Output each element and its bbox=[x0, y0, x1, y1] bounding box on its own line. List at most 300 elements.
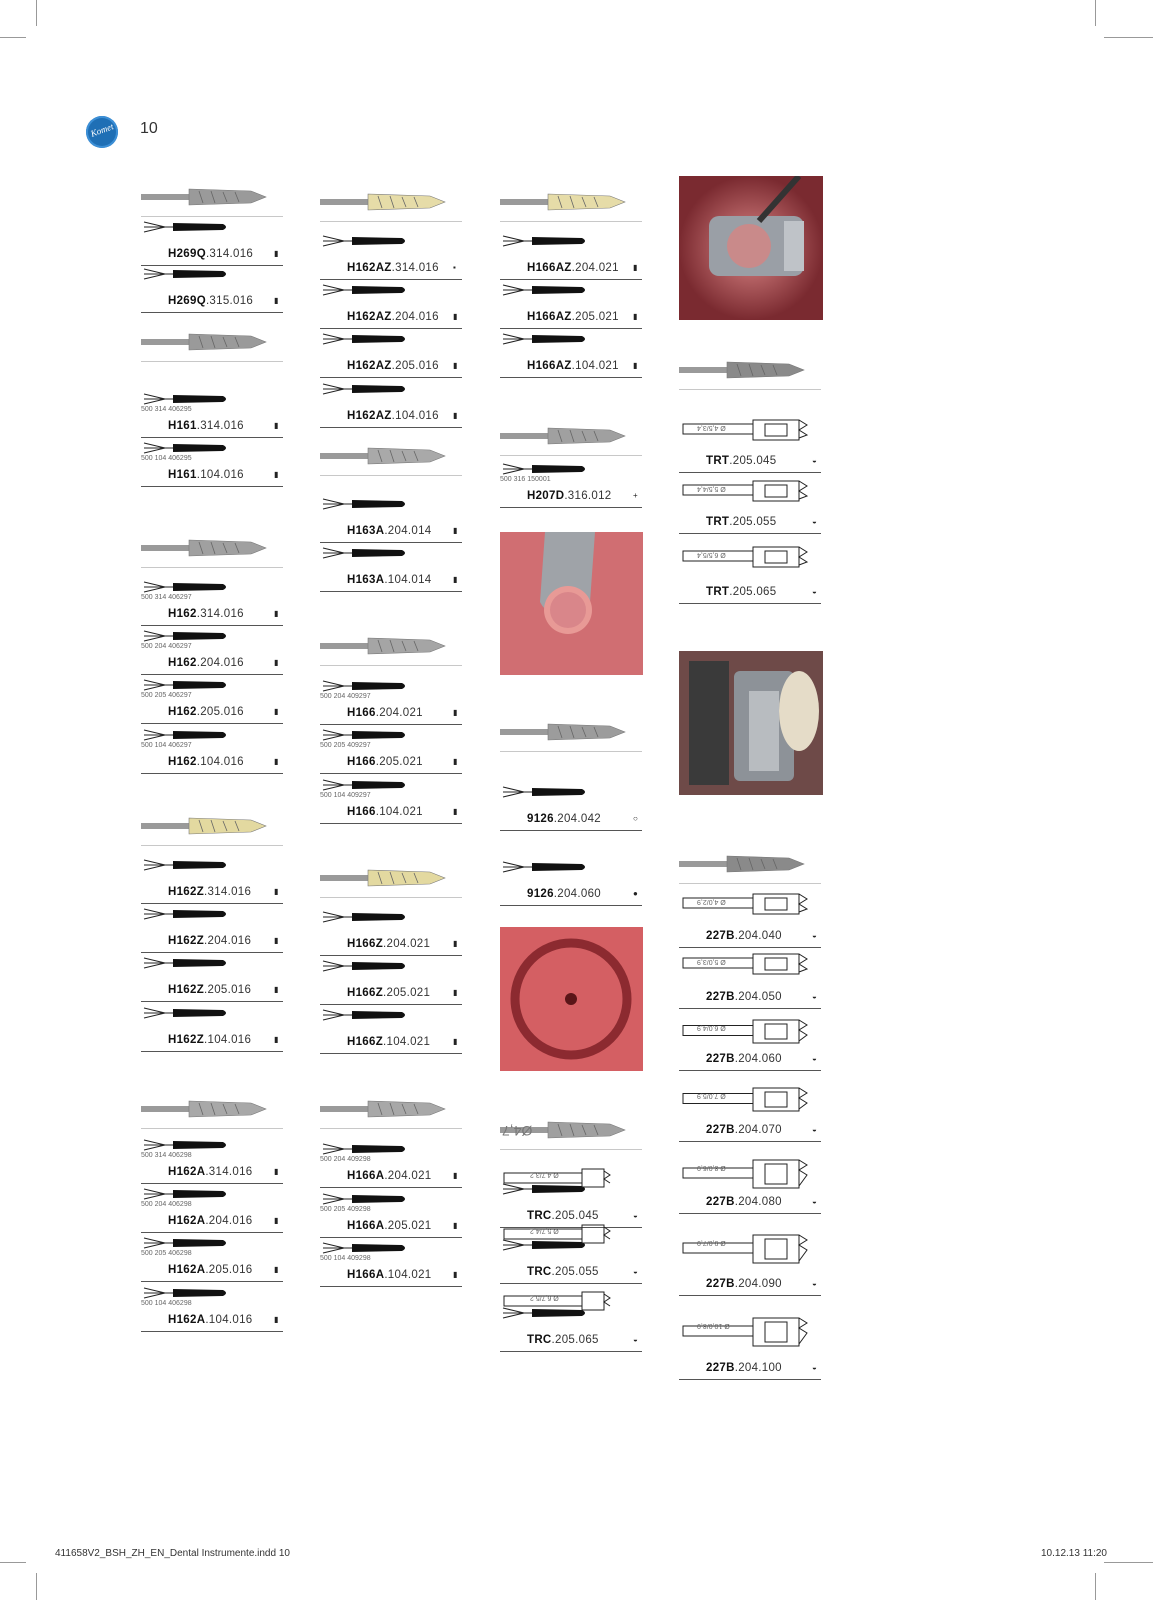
product-size: .205.016 bbox=[204, 984, 252, 996]
product-size: .104.016 bbox=[196, 756, 244, 768]
crop-mark bbox=[0, 37, 26, 38]
entry-underline bbox=[320, 955, 462, 956]
size-symbol-icon: ▮ bbox=[633, 263, 638, 272]
product-size: .204.016 bbox=[196, 657, 244, 669]
product-size: .205.016 bbox=[391, 360, 439, 372]
size-symbol-icon: ▮ bbox=[274, 1035, 279, 1044]
crop-mark bbox=[1095, 0, 1096, 26]
size-symbol-icon: ◒ bbox=[812, 1363, 817, 1372]
size-symbol-icon: + bbox=[633, 491, 638, 500]
instrument-profile-icon bbox=[502, 283, 612, 302]
entry-underline bbox=[679, 1213, 821, 1214]
instrument-profile-icon bbox=[322, 546, 432, 565]
product-size: .204.060 bbox=[553, 888, 601, 900]
product-code bbox=[168, 1034, 251, 1046]
product-size: .104.021 bbox=[571, 360, 619, 372]
instrument-illustration bbox=[141, 536, 283, 556]
instrument-illustration bbox=[500, 720, 642, 740]
diameter-label: Ø 5,7/4,2 bbox=[530, 1227, 559, 1234]
product-code-bold: H166A bbox=[347, 1220, 385, 1232]
product-code bbox=[527, 360, 619, 372]
product-code bbox=[168, 295, 253, 307]
entry-underline bbox=[320, 377, 462, 378]
product-code-bold: H162Z bbox=[168, 935, 205, 947]
product-code-bold: 9126 bbox=[527, 888, 554, 900]
product-code-bold: H161 bbox=[168, 469, 197, 481]
product-size: .104.021 bbox=[375, 806, 423, 818]
product-code-bold: H162Z bbox=[168, 886, 205, 898]
diameter-label: Ø 6,7/5,2 bbox=[530, 1294, 559, 1301]
size-symbol-icon: ▮ bbox=[274, 658, 279, 667]
size-symbol-icon: ▮ bbox=[274, 609, 279, 618]
separator-line bbox=[141, 216, 283, 217]
instrument-illustration bbox=[320, 634, 462, 654]
size-symbol-icon: ▮ bbox=[453, 575, 458, 584]
product-size: .104.021 bbox=[383, 1036, 431, 1048]
product-size: .204.021 bbox=[383, 938, 431, 950]
instrument-profile-icon bbox=[322, 1008, 432, 1027]
instrument-illustration bbox=[320, 1097, 462, 1117]
product-code bbox=[527, 490, 611, 502]
product-code bbox=[168, 420, 244, 432]
entry-underline bbox=[500, 830, 642, 831]
product-size: .314.016 bbox=[196, 420, 244, 432]
instrument-illustration bbox=[141, 185, 283, 205]
entry-underline bbox=[500, 328, 642, 329]
size-symbol-icon: ▮ bbox=[633, 312, 638, 321]
entry-underline bbox=[679, 1070, 821, 1071]
crop-mark bbox=[1104, 37, 1153, 38]
size-symbol-icon: ▮ bbox=[453, 411, 458, 420]
separator-line bbox=[141, 1128, 283, 1129]
instrument-illustration bbox=[500, 424, 642, 444]
product-size: .205.021 bbox=[383, 987, 431, 999]
product-code-bold: 227B bbox=[706, 1196, 735, 1208]
product-code bbox=[347, 574, 431, 586]
product-size: .204.080 bbox=[734, 1196, 782, 1208]
product-code-bold: TRC bbox=[527, 1334, 552, 1346]
product-size: .204.021 bbox=[571, 262, 619, 274]
product-code-bold: H162 bbox=[168, 657, 197, 669]
entry-underline bbox=[141, 723, 283, 724]
product-size: .314.016 bbox=[205, 1166, 253, 1178]
instrument-illustration bbox=[679, 852, 821, 872]
instrument-profile-icon bbox=[322, 959, 432, 978]
size-symbol-icon: ▮ bbox=[274, 296, 279, 305]
entry-underline bbox=[141, 773, 283, 774]
product-code bbox=[706, 516, 776, 528]
entry-underline bbox=[679, 1295, 821, 1296]
order-number: 500 205 406298 bbox=[141, 1250, 192, 1257]
separator-line bbox=[320, 221, 462, 222]
entry-underline bbox=[500, 905, 642, 906]
size-symbol-icon: ▮ bbox=[453, 807, 458, 816]
crop-mark bbox=[36, 0, 37, 26]
diameter-label: Ø 6,5/5,4 bbox=[697, 551, 726, 558]
product-code bbox=[168, 1264, 252, 1276]
shaft-marking: Ø4,7 bbox=[502, 1123, 533, 1139]
product-code bbox=[168, 469, 244, 481]
instrument-profile-icon bbox=[322, 283, 432, 302]
product-code-bold: H162AZ bbox=[347, 410, 392, 422]
instrument-illustration bbox=[679, 358, 821, 378]
size-symbol-icon: ◒ bbox=[633, 1267, 638, 1276]
product-size: .204.040 bbox=[734, 930, 782, 942]
instrument-profile-icon bbox=[322, 382, 432, 401]
product-code bbox=[706, 586, 776, 598]
size-symbol-icon: ▮ bbox=[274, 249, 279, 258]
product-code bbox=[168, 756, 244, 768]
size-symbol-icon: ◒ bbox=[812, 1054, 817, 1063]
size-symbol-icon: ▮ bbox=[453, 708, 458, 717]
entry-underline bbox=[320, 1004, 462, 1005]
entry-underline bbox=[320, 328, 462, 329]
entry-underline bbox=[320, 823, 462, 824]
diameter-label: Ø 4,7/3,2 bbox=[530, 1171, 559, 1178]
size-symbol-icon: ▮ bbox=[453, 1037, 458, 1046]
product-code bbox=[706, 930, 782, 942]
size-symbol-icon: ◒ bbox=[812, 992, 817, 1001]
product-size: .314.016 bbox=[204, 886, 252, 898]
product-size: .104.014 bbox=[384, 574, 432, 586]
diameter-label: Ø 5,0/3,9 bbox=[697, 958, 726, 965]
komet-logo: Komet bbox=[86, 116, 118, 148]
entry-underline bbox=[141, 312, 283, 313]
product-size: .314.016 bbox=[196, 608, 244, 620]
product-code-bold: H162 bbox=[168, 756, 197, 768]
product-code bbox=[168, 1215, 252, 1227]
order-number: 500 104 409297 bbox=[320, 792, 371, 799]
entry-underline bbox=[320, 591, 462, 592]
product-code bbox=[168, 935, 251, 947]
product-code-bold: H163A bbox=[347, 574, 385, 586]
product-size: .205.016 bbox=[196, 706, 244, 718]
product-code bbox=[168, 706, 244, 718]
size-symbol-icon: ▮ bbox=[274, 887, 279, 896]
product-size: .205.021 bbox=[571, 311, 619, 323]
product-code bbox=[347, 707, 423, 719]
product-size: .205.021 bbox=[384, 1220, 432, 1232]
entry-underline bbox=[141, 1232, 283, 1233]
entry-underline bbox=[679, 947, 821, 948]
instrument-profile-icon bbox=[143, 907, 253, 926]
size-symbol-icon: ▮ bbox=[453, 361, 458, 370]
size-symbol-icon: ● bbox=[633, 889, 638, 898]
product-code-bold: H163A bbox=[347, 525, 385, 537]
crop-mark bbox=[1104, 1562, 1153, 1563]
product-code bbox=[347, 525, 431, 537]
product-code-bold: H166Z bbox=[347, 987, 384, 999]
crop-mark bbox=[36, 1573, 37, 1600]
entry-underline bbox=[320, 279, 462, 280]
product-code bbox=[347, 1220, 431, 1232]
product-size: .204.021 bbox=[375, 707, 423, 719]
separator-line bbox=[320, 665, 462, 666]
product-size: .204.050 bbox=[734, 991, 782, 1003]
product-code-bold: H166 bbox=[347, 756, 376, 768]
product-code bbox=[168, 984, 251, 996]
product-code-bold: H166AZ bbox=[527, 262, 572, 274]
product-code bbox=[347, 311, 439, 323]
product-code-bold: H166Z bbox=[347, 1036, 384, 1048]
product-code bbox=[706, 1053, 782, 1065]
diameter-label: Ø 6,0/4,9 bbox=[697, 1024, 726, 1031]
size-symbol-icon: ▮ bbox=[453, 988, 458, 997]
entry-underline bbox=[320, 427, 462, 428]
product-size: .205.016 bbox=[205, 1264, 253, 1276]
product-code-bold: H162A bbox=[168, 1264, 206, 1276]
size-symbol-icon: ▮ bbox=[453, 1221, 458, 1230]
product-size: .204.100 bbox=[734, 1362, 782, 1374]
product-size: .314.016 bbox=[391, 262, 439, 274]
product-size: .104.016 bbox=[204, 1034, 252, 1046]
product-code-bold: 227B bbox=[706, 991, 735, 1003]
product-code-bold: TRC bbox=[527, 1210, 552, 1222]
photo-circular-incision bbox=[500, 927, 643, 1071]
product-code bbox=[347, 262, 439, 274]
instrument-profile-icon bbox=[322, 910, 432, 929]
separator-line bbox=[141, 361, 283, 362]
product-code bbox=[706, 991, 782, 1003]
product-size: .205.065 bbox=[551, 1334, 599, 1346]
product-code-bold: TRC bbox=[527, 1266, 552, 1278]
product-code bbox=[168, 608, 244, 620]
separator-line bbox=[500, 221, 642, 222]
product-code bbox=[168, 1314, 252, 1326]
instrument-profile-icon bbox=[502, 785, 612, 804]
entry-underline bbox=[141, 1183, 283, 1184]
entry-underline bbox=[141, 437, 283, 438]
entry-underline bbox=[679, 472, 821, 473]
product-code-bold: H166 bbox=[347, 806, 376, 818]
product-code-bold: 227B bbox=[706, 1124, 735, 1136]
entry-underline bbox=[320, 724, 462, 725]
product-code bbox=[706, 1362, 782, 1374]
product-code-bold: H166A bbox=[347, 1170, 385, 1182]
product-size: .104.021 bbox=[384, 1269, 432, 1281]
diameter-label: Ø 9,0/7,9 bbox=[697, 1239, 726, 1246]
order-number: 500 205 409298 bbox=[320, 1206, 371, 1213]
diameter-label: Ø 5,5/4,4 bbox=[697, 485, 726, 492]
product-code bbox=[347, 938, 430, 950]
size-symbol-icon: ◒ bbox=[633, 1335, 638, 1344]
entry-underline bbox=[141, 1001, 283, 1002]
product-code bbox=[347, 1036, 430, 1048]
instrument-profile-icon bbox=[322, 497, 432, 516]
size-symbol-icon: ◒ bbox=[812, 587, 817, 596]
size-symbol-icon: ◒ bbox=[812, 456, 817, 465]
size-symbol-icon: ▮ bbox=[274, 1265, 279, 1274]
size-symbol-icon: ▮ bbox=[274, 1315, 279, 1324]
product-size: .205.055 bbox=[551, 1266, 599, 1278]
order-number: 500 204 406298 bbox=[141, 1201, 192, 1208]
size-symbol-icon: ◒ bbox=[812, 1125, 817, 1134]
product-size: .204.016 bbox=[204, 935, 252, 947]
separator-line bbox=[500, 1149, 642, 1150]
size-symbol-icon: ○ bbox=[633, 814, 638, 823]
order-number: 500 204 406297 bbox=[141, 643, 192, 650]
size-symbol-icon: ▮ bbox=[453, 1171, 458, 1180]
product-code bbox=[347, 806, 423, 818]
crop-mark bbox=[0, 1562, 26, 1563]
footer-file-name: 411658V2_BSH_ZH_EN_Dental Instrumente.indd 10 bbox=[55, 1548, 290, 1559]
product-code-bold: H166Z bbox=[347, 938, 384, 950]
size-symbol-icon: ▮ bbox=[274, 707, 279, 716]
diameter-label: Ø 8,0/6,9 bbox=[697, 1164, 726, 1171]
order-number: 500 314 406295 bbox=[141, 406, 192, 413]
entry-underline bbox=[141, 952, 283, 953]
photo-trephine-bone bbox=[679, 176, 823, 320]
product-size: .316.012 bbox=[564, 490, 612, 502]
entry-underline bbox=[141, 674, 283, 675]
product-size: .205.021 bbox=[375, 756, 423, 768]
product-code bbox=[168, 657, 244, 669]
product-size: .104.016 bbox=[196, 469, 244, 481]
size-symbol-icon: ◒ bbox=[812, 1197, 817, 1206]
product-code bbox=[706, 1124, 782, 1136]
product-size: .204.090 bbox=[734, 1278, 782, 1290]
product-size: .205.055 bbox=[729, 516, 777, 528]
separator-line bbox=[141, 845, 283, 846]
entry-underline bbox=[320, 542, 462, 543]
product-code bbox=[527, 311, 619, 323]
instrument-profile-icon bbox=[143, 1006, 253, 1025]
separator-line bbox=[320, 475, 462, 476]
footer-date: 10.12.13 11:20 bbox=[1041, 1548, 1107, 1559]
instrument-illustration bbox=[500, 190, 642, 210]
product-code bbox=[706, 455, 776, 467]
size-symbol-icon: ▮ bbox=[274, 936, 279, 945]
entry-underline bbox=[500, 279, 642, 280]
product-code-bold: TRT bbox=[706, 586, 730, 598]
entry-underline bbox=[141, 1051, 283, 1052]
product-code-bold: H269Q bbox=[168, 295, 206, 307]
size-symbol-icon: ▮ bbox=[274, 1216, 279, 1225]
product-code-bold: TRT bbox=[706, 455, 730, 467]
entry-underline bbox=[500, 377, 642, 378]
product-code-bold: H161 bbox=[168, 420, 197, 432]
product-code-bold: H162Z bbox=[168, 984, 205, 996]
product-code-bold: 227B bbox=[706, 1362, 735, 1374]
product-code bbox=[168, 1166, 252, 1178]
entry-underline bbox=[320, 1237, 462, 1238]
photo-bone-core bbox=[500, 532, 643, 675]
product-code-bold: H166 bbox=[347, 707, 376, 719]
product-code bbox=[527, 813, 601, 825]
instrument-illustration bbox=[320, 190, 462, 210]
product-code-bold: 227B bbox=[706, 930, 735, 942]
instrument-illustration bbox=[320, 866, 462, 886]
product-code bbox=[168, 248, 253, 260]
separator-line bbox=[320, 897, 462, 898]
product-code bbox=[527, 1266, 599, 1278]
separator-line bbox=[320, 1128, 462, 1129]
instrument-profile-icon bbox=[502, 332, 612, 351]
instrument-illustration bbox=[141, 814, 283, 834]
product-code-bold: TRT bbox=[706, 516, 730, 528]
order-number: 500 204 409298 bbox=[320, 1156, 371, 1163]
instrument-illustration bbox=[141, 1097, 283, 1117]
product-size: .204.070 bbox=[734, 1124, 782, 1136]
order-number: 500 314 406297 bbox=[141, 594, 192, 601]
product-size: .204.016 bbox=[391, 311, 439, 323]
crop-mark bbox=[1095, 1573, 1096, 1600]
product-code bbox=[168, 886, 251, 898]
product-code-bold: 227B bbox=[706, 1053, 735, 1065]
entry-underline bbox=[679, 1141, 821, 1142]
size-symbol-icon: ▮ bbox=[453, 312, 458, 321]
product-code bbox=[706, 1196, 782, 1208]
separator-line bbox=[500, 751, 642, 752]
diameter-label: Ø 7,0/5,9 bbox=[697, 1092, 726, 1099]
instrument-profile-icon bbox=[143, 220, 253, 239]
product-code-bold: H162 bbox=[168, 608, 197, 620]
entry-underline bbox=[320, 1053, 462, 1054]
product-code-bold: H166AZ bbox=[527, 360, 572, 372]
size-symbol-icon: ▮ bbox=[274, 470, 279, 479]
product-code-bold: H162A bbox=[168, 1215, 206, 1227]
diameter-label: Ø 4,5/3,4 bbox=[697, 424, 726, 431]
product-size: .314.016 bbox=[205, 248, 254, 260]
product-size: .204.014 bbox=[384, 525, 432, 537]
order-number: 500 104 409298 bbox=[320, 1255, 371, 1262]
page-number: 10 bbox=[140, 120, 158, 137]
entry-underline bbox=[141, 1331, 283, 1332]
size-symbol-icon: ▮ bbox=[274, 421, 279, 430]
product-code-bold: H162AZ bbox=[347, 262, 392, 274]
order-number: 500 204 409297 bbox=[320, 693, 371, 700]
product-code bbox=[347, 410, 439, 422]
size-symbol-icon: ▮ bbox=[633, 361, 638, 370]
photo-trephine-in-situ bbox=[679, 651, 823, 795]
size-symbol-icon: ▮ bbox=[453, 1270, 458, 1279]
order-number: 500 104 406298 bbox=[141, 1300, 192, 1307]
size-symbol-icon: ◒ bbox=[812, 931, 817, 940]
entry-underline bbox=[141, 265, 283, 266]
size-symbol-icon: ◒ bbox=[633, 1211, 638, 1220]
product-size: .205.045 bbox=[729, 455, 777, 467]
order-number: 500 316 150001 bbox=[500, 476, 551, 483]
product-code bbox=[527, 1210, 599, 1222]
product-code bbox=[527, 888, 601, 900]
product-size: .205.045 bbox=[551, 1210, 599, 1222]
entry-underline bbox=[320, 1187, 462, 1188]
diameter-label: Ø 10,0/8,9 bbox=[697, 1322, 730, 1329]
size-symbol-icon: ◒ bbox=[812, 517, 817, 526]
trephine-drawing bbox=[681, 1018, 821, 1046]
size-symbol-icon: ▪ bbox=[453, 263, 456, 272]
product-size: .204.042 bbox=[553, 813, 601, 825]
instrument-profile-icon bbox=[143, 267, 253, 286]
entry-underline bbox=[141, 486, 283, 487]
entry-underline bbox=[679, 1008, 821, 1009]
instrument-illustration bbox=[141, 330, 283, 350]
separator-line bbox=[679, 883, 821, 884]
product-code-bold: H162AZ bbox=[347, 360, 392, 372]
product-code-bold: H207D bbox=[527, 490, 565, 502]
size-symbol-icon: ▮ bbox=[274, 1167, 279, 1176]
separator-line bbox=[141, 567, 283, 568]
entry-underline bbox=[141, 903, 283, 904]
product-code bbox=[347, 987, 430, 999]
product-size: .204.060 bbox=[734, 1053, 782, 1065]
trephine-drawing bbox=[681, 1086, 821, 1114]
entry-underline bbox=[141, 625, 283, 626]
product-code-bold: H166AZ bbox=[527, 311, 572, 323]
product-code bbox=[347, 1269, 431, 1281]
size-symbol-icon: ▮ bbox=[453, 757, 458, 766]
product-code-bold: H162 bbox=[168, 706, 197, 718]
